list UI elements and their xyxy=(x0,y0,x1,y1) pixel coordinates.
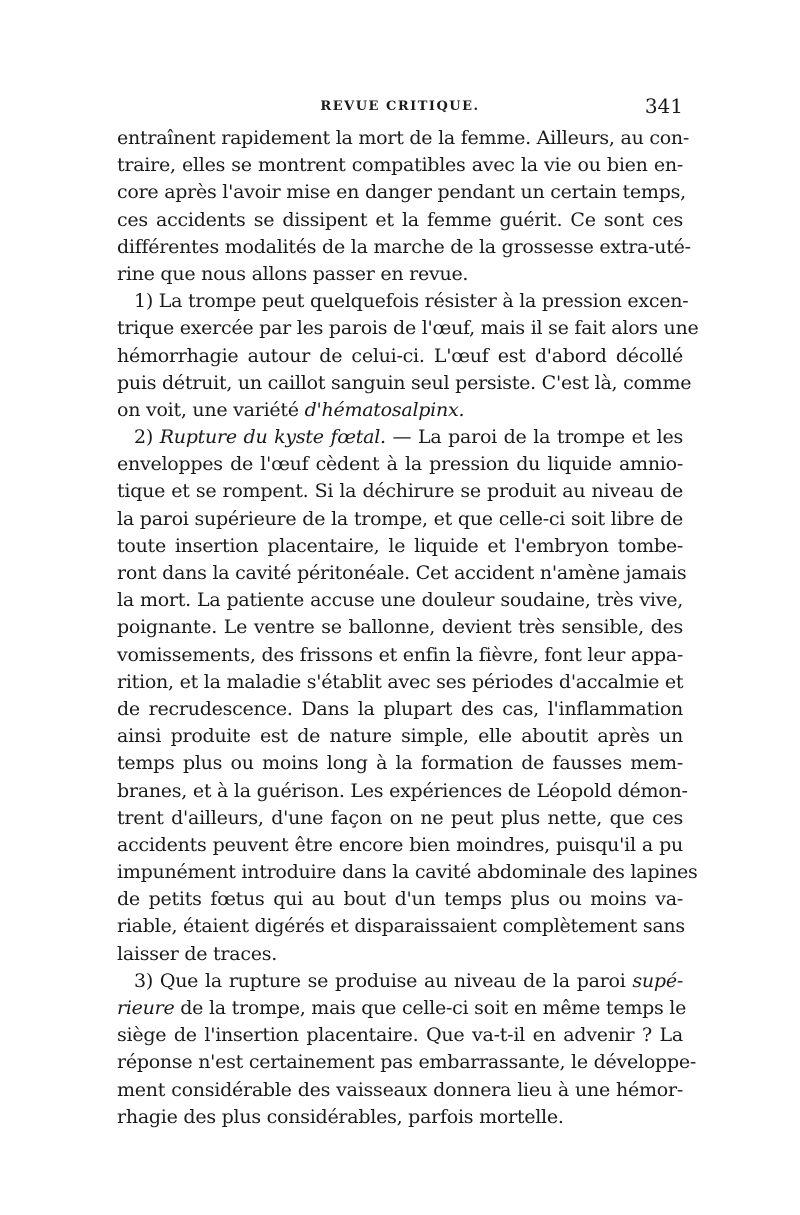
text-line: vomissements, des frissons et enfin la fièvre, font leur appa- xyxy=(117,643,684,666)
text-line: laisser de traces. xyxy=(117,942,278,965)
italic-word-supe: supé- xyxy=(632,969,683,992)
text-line: ces accidents se dissipent et la femme guérit. Ce sont ces xyxy=(117,208,683,231)
italic-word-rieure: rieure xyxy=(117,997,175,1019)
text-line: traire, elles se montrent compatibles avec la vie ou bien en- xyxy=(117,154,683,177)
running-title: REVUE CRITIQUE. xyxy=(320,99,480,114)
text-line: accidents peuvent être encore bien moindres, puisqu'il a pu xyxy=(117,833,683,856)
text-line: ront dans la cavité péritonéale. Cet accident n'amène jamais xyxy=(117,562,687,584)
text-line: 3) Que la rupture se produise au niveau de la paroi supé- xyxy=(134,969,683,992)
text-line: de recrudescence. Dans la plupart des cas, l'inflammation xyxy=(117,697,683,720)
text-line: poignante. Le ventre se ballonne, devient très sensible, des xyxy=(117,616,683,639)
text-line: branes, et à la guérison. Les expériences de Léopold démon- xyxy=(117,779,688,802)
text-line: la paroi supérieure de la trompe, et que celle-ci soit libre de xyxy=(117,507,683,530)
text-line: siège de l'insertion placentaire. Que va-t-il en advenir ? La xyxy=(117,1024,683,1047)
text-line: rition, et la maladie s'établit avec ses périodes d'accalmie et xyxy=(117,670,684,693)
text-line: ainsi produite est de nature simple, elle aboutit après un xyxy=(117,725,683,748)
text-line: 2) Rupture du kyste fœtal. — La paroi de la trompe et les xyxy=(134,426,683,449)
text-line: différentes modalités de la marche de la grossesse extra-uté- xyxy=(117,235,691,258)
text-line: toute insertion placentaire, le liquide et l'embryon tombe- xyxy=(117,534,683,557)
text-line: la mort. La patiente accuse une douleur soudaine, très vive, xyxy=(117,589,683,612)
text-line: rieure de la trompe, mais que celle-ci soit en même temps le xyxy=(117,997,687,1019)
running-header xyxy=(117,96,683,120)
text-line: riable, étaient digérés et disparaissaient complètement sans xyxy=(117,915,685,938)
text-line: trent d'ailleurs, d'une façon on ne peut plus nette, que ces xyxy=(117,806,683,829)
text-line: puis détruit, un caillot sanguin seul persiste. C'est là, comme xyxy=(117,371,692,394)
body-text xyxy=(117,125,699,1131)
text-line: rine que nous allons passer en revue. xyxy=(117,262,469,285)
text-line: entraînent rapidement la mort de la femme. Ailleurs, au con- xyxy=(117,127,690,149)
text-line: enveloppes de l'œuf cèdent à la pression du liquide amnio- xyxy=(117,453,683,476)
text-line: rhagie des plus considérables, parfois mortelle. xyxy=(117,1105,564,1128)
text-line: impunément introduire dans la cavité abdominale des lapines xyxy=(117,861,698,884)
text-line: trique exercée par les parois de l'œuf, mais il se fait alors une xyxy=(117,317,699,340)
text-line: réponse n'est certainement pas embarrassante, le développe- xyxy=(117,1051,697,1074)
italic-term-hematosalpinx: d'hématosalpinx. xyxy=(304,398,465,421)
section-heading-rupture: Rupture du kyste fœtal. xyxy=(159,426,386,449)
text-line: ment considérable des vaisseaux donnera lieu à une hémor- xyxy=(117,1078,683,1101)
text-line: 1) La trompe peut quelquefois résister à la pression excen- xyxy=(134,290,689,313)
text-line: temps plus ou moins long à la formation de fausses mem- xyxy=(117,752,683,775)
text-line: de petits fœtus qui au bout d'un temps plus ou moins va- xyxy=(117,888,683,911)
page-number: 341 xyxy=(644,94,683,118)
text-line: tique et se rompent. Si la déchirure se produit au niveau de xyxy=(117,480,683,503)
text-line: hémorrhagie autour de celui-ci. L'œuf est d'abord décollé xyxy=(117,344,683,367)
text-line: core après l'avoir mise en danger pendant un certain temps, xyxy=(117,181,686,204)
text-line: on voit, une variété d'hématosalpinx. xyxy=(117,398,465,421)
